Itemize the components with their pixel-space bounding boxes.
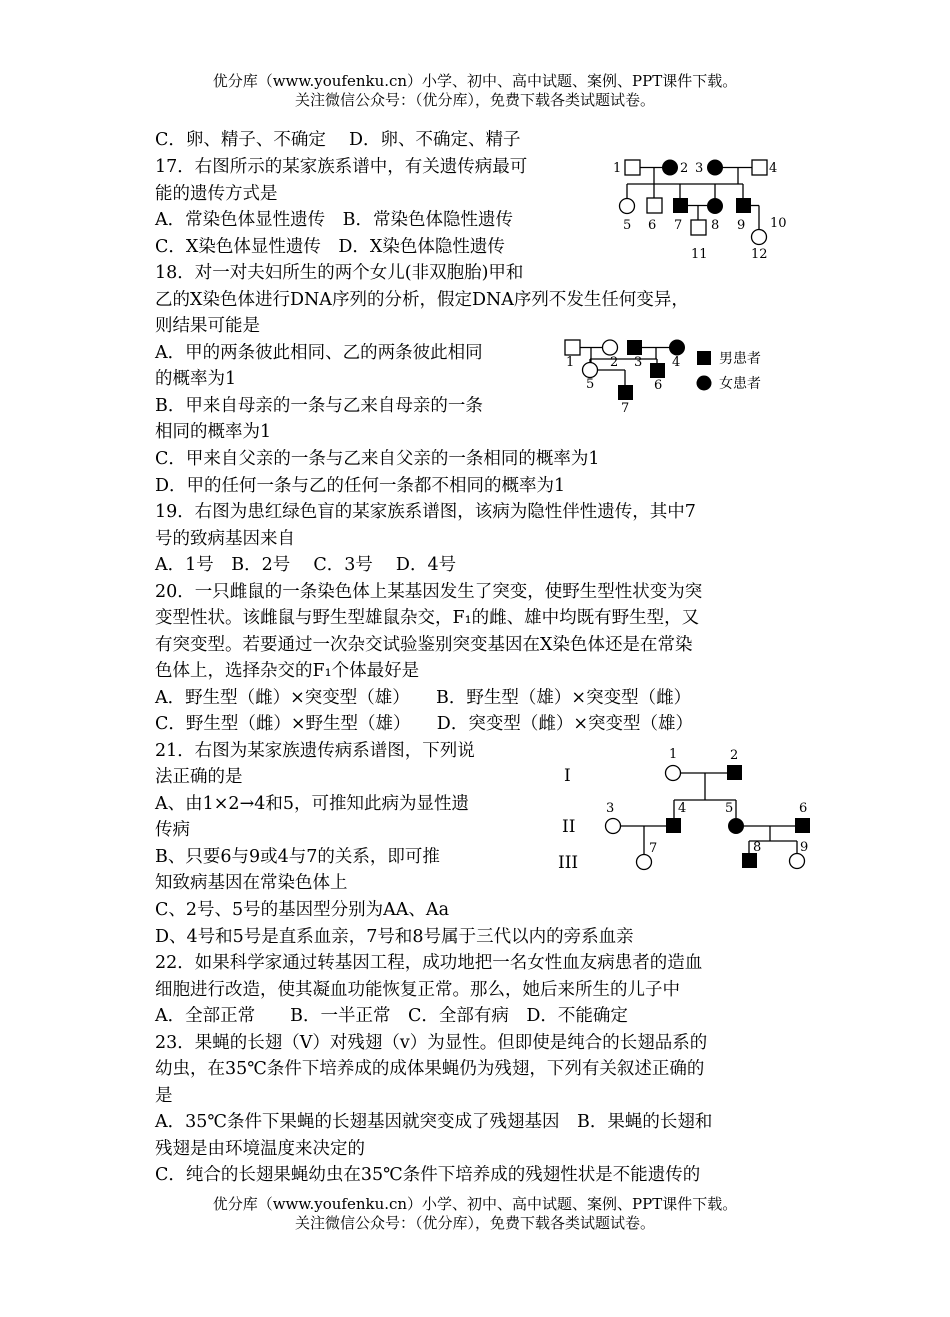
legend-male-affected: 男患者 [719, 351, 761, 367]
pedigree-label: 1 [613, 161, 622, 176]
text-line: D．甲的任何一条与乙的任何一条都不相同的概率为1 [155, 476, 566, 496]
text-line: 知致病基因在常染色体上 [155, 873, 348, 893]
text-line: C．野生型（雌）×野生型（雄） D．突变型（雌）×突变型（雄） [155, 714, 693, 734]
pedigree-label: 6 [648, 218, 657, 233]
pedigree-label: 9 [737, 218, 746, 233]
text-line: 号的致病基因来自 [155, 529, 295, 549]
text-line: C、2号、5号的基因型分别为AA、Aa [155, 900, 450, 920]
pedigree-label: 3 [695, 161, 704, 176]
text-line: C．X染色体显性遗传 D．X染色体隐性遗传 [155, 237, 505, 257]
pedigree-21 [550, 740, 820, 880]
pedigree-label: 1 [566, 355, 575, 370]
pedigree-label: 4 [672, 355, 681, 370]
header-line-1: 优分库（www.youfenku.cn）小学、初中、高中试题、案例、PPT课件下载。 [212, 72, 738, 90]
text-line: 17．右图所示的某家族系谱中，有关遗传病最可 [155, 157, 528, 177]
pedigree-label: 3 [634, 355, 643, 370]
generation-label: II [562, 817, 576, 837]
pedigree-label: 10 [770, 216, 787, 231]
header-line-2: 关注微信公众号：（优分库），免费下载各类试题试卷。 [294, 91, 655, 109]
text-line: 19．右图为患红绿色盲的某家族系谱图，该病为隐性伴性遗传，其中7 [155, 502, 696, 522]
text-line: 22．如果科学家通过转基因工程，成功地把一名女性血友病患者的造血 [155, 953, 703, 973]
pedigree-label: 9 [800, 840, 809, 855]
text-line: A．常染色体显性遗传 B．常染色体隐性遗传 [155, 210, 513, 230]
pedigree-label: 8 [711, 218, 720, 233]
text-line: 色体上，选择杂交的F₁个体最好是 [155, 661, 420, 681]
text-line: A．1号 B．2号 C．3号 D．4号 [155, 555, 457, 575]
pedigree-label: 1 [669, 747, 678, 762]
pedigree-label: 5 [586, 377, 595, 392]
text-line: 残翅是由环境温度来决定的 [155, 1139, 365, 1159]
pedigree-label: 5 [725, 801, 734, 816]
pedigree-label: 6 [799, 801, 808, 816]
text-line: A、由1×2→4和5，可推知此病为显性遗 [155, 794, 469, 814]
pedigree-19 [560, 333, 780, 415]
text-line: 幼虫，在35℃条件下培养成的成体果蝇仍为残翅，下列有关叙述正确的 [155, 1059, 705, 1079]
text-line: A．野生型（雌）×突变型（雄） B．野生型（雄）×突变型（雌） [155, 688, 692, 708]
text-line: A．35℃条件下果蝇的长翅基因就突变成了残翅基因 B．果蝇的长翅和 [155, 1112, 713, 1132]
text-line: 乙的X染色体进行DNA序列的分析，假定DNA序列不发生任何变异， [155, 290, 689, 310]
text-line: 则结果可能是 [155, 316, 260, 336]
pedigree-label: 5 [623, 218, 632, 233]
text-line: 相同的概率为1 [155, 422, 272, 442]
text-line: B、只要6与9或4与7的关系，即可推 [155, 847, 440, 867]
text-line: A．甲的两条彼此相同、乙的两条彼此相同 [155, 343, 483, 363]
text-line: C．纯合的长翅果蝇幼虫在35℃条件下培养成的残翅性状是不能遗传的 [155, 1165, 701, 1185]
text-line: 变型性状。该雌鼠与野生型雄鼠杂交，F₁的雌、雄中均既有野生型，又 [155, 608, 700, 628]
pedigree-label: 2 [610, 355, 619, 370]
pedigree-label: 2 [680, 161, 689, 176]
legend-female-affected: 女患者 [719, 376, 761, 392]
pedigree-label: 2 [730, 748, 739, 763]
pedigree-label: 7 [649, 841, 658, 856]
pedigree-label: 4 [678, 801, 687, 816]
pedigree-label: 6 [654, 378, 663, 393]
text-line: 传病 [155, 820, 190, 840]
footer-line-2: 关注微信公众号：（优分库），免费下载各类试题试卷。 [294, 1214, 655, 1232]
generation-label: III [558, 853, 579, 873]
text-line: C．卵、精子、不确定 D．卵、不确定、精子 [155, 130, 521, 150]
text-line: 18．对一对夫妇所生的两个女儿(非双胞胎)甲和 [155, 263, 524, 283]
text-line: 23．果蝇的长翅（V）对残翅（v）为显性。但即使是纯合的长翅品系的 [155, 1033, 708, 1053]
pedigree-label: 3 [606, 801, 615, 816]
pedigree-label: 12 [751, 247, 768, 262]
text-line: 21．右图为某家族遗传病系谱图，下列说 [155, 741, 475, 761]
text-line: 的概率为1 [155, 369, 237, 389]
text-line: B．甲来自母亲的一条与乙来自母亲的一条 [155, 396, 483, 416]
pedigree-label: 8 [753, 840, 762, 855]
text-line: 是 [155, 1086, 173, 1106]
text-line: 法正确的是 [155, 767, 243, 787]
pedigree-label: 7 [621, 401, 630, 415]
footer-line-1: 优分库（www.youfenku.cn）小学、初中、高中试题、案例、PPT课件下载。 [212, 1195, 738, 1213]
text-line: 细胞进行改造，使其凝血功能恢复正常。那么，她后来所生的儿子中 [155, 980, 680, 1000]
generation-label: I [564, 766, 571, 786]
text-line: C．甲来自父亲的一条与乙来自父亲的一条相同的概率为1 [155, 449, 600, 469]
text-line: A．全部正常 B．一半正常 C．全部有病 D．不能确定 [155, 1006, 628, 1026]
text-line: 20．一只雌鼠的一条染色体上某基因发生了突变，使野生型性状变为突 [155, 582, 703, 602]
pedigree-label: 11 [691, 247, 708, 262]
text-line: D、4号和5号是直系血亲，7号和8号属于三代以内的旁系血亲 [155, 927, 634, 947]
text-line: 能的遗传方式是 [155, 184, 278, 204]
pedigree-17 [605, 150, 810, 265]
text-line: 有突变型。若要通过一次杂交试验鉴别突变基因在X染色体还是在常染 [155, 635, 693, 655]
pedigree-label: 4 [769, 161, 778, 176]
pedigree-label: 7 [674, 218, 683, 233]
